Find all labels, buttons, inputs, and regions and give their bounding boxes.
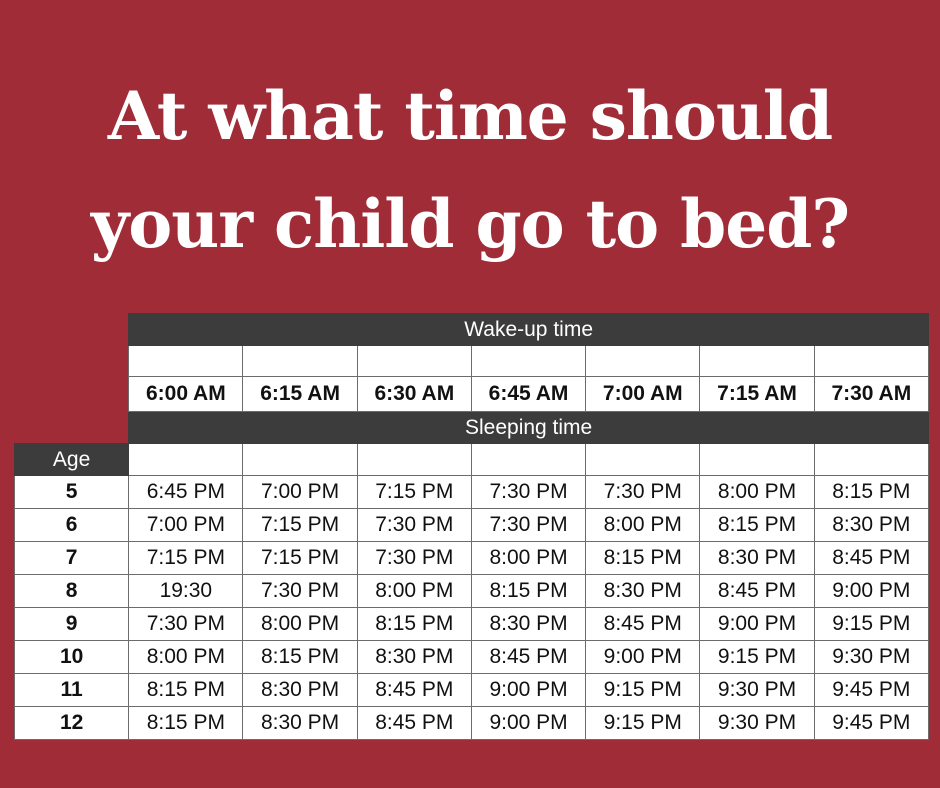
bedtime-cell: 7:30 PM: [357, 542, 471, 575]
age-header-row: [15, 444, 929, 476]
wake-time-cell: 7:00 AM: [586, 377, 700, 412]
bedtime-cell: 7:30 PM: [471, 476, 585, 509]
bedtime-cell: 8:15 PM: [129, 707, 243, 740]
bedtime-cell: 8:15 PM: [129, 674, 243, 707]
age-cell: 12: [15, 707, 129, 740]
spacer-cell: [700, 346, 814, 377]
bedtime-cell: 8:00 PM: [471, 542, 585, 575]
bedtime-cell: 7:30 PM: [357, 509, 471, 542]
bedtime-cell: 8:15 PM: [814, 476, 928, 509]
bedtime-cell: 9:15 PM: [814, 608, 928, 641]
bedtime-cell: 8:00 PM: [700, 476, 814, 509]
corner-blank: [15, 314, 129, 346]
bedtime-cell: 8:45 PM: [357, 707, 471, 740]
table-row: [15, 509, 929, 542]
bedtime-cell: 7:15 PM: [243, 542, 357, 575]
sleep-header-row: [15, 412, 929, 444]
corner-blank: [15, 377, 129, 412]
bedtime-cell: 9:15 PM: [700, 641, 814, 674]
wake-time-cell: 6:45 AM: [471, 377, 585, 412]
bedtime-cell: 7:00 PM: [243, 476, 357, 509]
wake-up-time-header: Wake-up time: [129, 314, 929, 346]
bedtime-cell: 9:00 PM: [700, 608, 814, 641]
bedtime-cell: 9:15 PM: [586, 707, 700, 740]
bedtime-cell: 8:45 PM: [471, 641, 585, 674]
bedtime-cell: 9:45 PM: [814, 707, 928, 740]
spacer-cell: [471, 444, 585, 476]
table-row: [15, 707, 929, 740]
bedtime-cell: 8:00 PM: [243, 608, 357, 641]
bedtime-cell: 8:30 PM: [700, 542, 814, 575]
bedtime-cell: 8:45 PM: [357, 674, 471, 707]
spacer-cell: [243, 444, 357, 476]
bedtime-cell: 8:30 PM: [357, 641, 471, 674]
bedtime-cell: 8:15 PM: [586, 542, 700, 575]
bedtime-cell: 8:00 PM: [357, 575, 471, 608]
bedtime-cell: 8:15 PM: [357, 608, 471, 641]
bedtime-cell: 9:30 PM: [814, 641, 928, 674]
corner-blank: [15, 346, 129, 377]
spacer-cell: [814, 444, 928, 476]
bedtime-cell: 9:00 PM: [471, 707, 585, 740]
age-cell: 11: [15, 674, 129, 707]
bedtime-cell: 9:30 PM: [700, 707, 814, 740]
bedtime-cell: 9:00 PM: [814, 575, 928, 608]
wake-time-cell: 6:00 AM: [129, 377, 243, 412]
bedtime-cell: 7:00 PM: [129, 509, 243, 542]
table-row: [15, 674, 929, 707]
bedtime-cell: 9:45 PM: [814, 674, 928, 707]
bedtime-cell: 8:00 PM: [129, 641, 243, 674]
spacer-cell: [357, 346, 471, 377]
bedtime-cell: 8:15 PM: [471, 575, 585, 608]
bedtime-cell: 9:30 PM: [700, 674, 814, 707]
page-title: [0, 62, 940, 278]
corner-blank: [15, 412, 129, 444]
bedtime-cell: 8:30 PM: [586, 575, 700, 608]
bedtime-cell: 7:30 PM: [243, 575, 357, 608]
wake-time-cell: 7:30 AM: [814, 377, 928, 412]
title-line-1: At what time should: [107, 77, 833, 155]
bedtime-cell: 8:45 PM: [586, 608, 700, 641]
bedtime-cell: 8:30 PM: [814, 509, 928, 542]
spacer-cell: [129, 444, 243, 476]
bedtime-cell: 8:45 PM: [814, 542, 928, 575]
spacer-cell: [129, 346, 243, 377]
bedtime-table: [14, 313, 929, 740]
wake-time-cell: 7:15 AM: [700, 377, 814, 412]
bedtime-cell: 9:00 PM: [586, 641, 700, 674]
table-row: [15, 542, 929, 575]
bedtime-cell: 8:15 PM: [243, 641, 357, 674]
wake-time-cell: 6:15 AM: [243, 377, 357, 412]
spacer-cell: [243, 346, 357, 377]
spacer-cell: [700, 444, 814, 476]
wake-header-row: [15, 314, 929, 346]
spacer-cell: [357, 444, 471, 476]
sleeping-time-header: Sleeping time: [129, 412, 929, 444]
bedtime-cell: 8:30 PM: [471, 608, 585, 641]
spacer-cell: [814, 346, 928, 377]
bedtime-cell: 19:30: [129, 575, 243, 608]
bedtime-cell: 9:15 PM: [586, 674, 700, 707]
wake-spacer-row: [15, 346, 929, 377]
age-header: Age: [15, 444, 129, 476]
bedtime-cell: 8:45 PM: [700, 575, 814, 608]
bedtime-cell: 8:30 PM: [243, 707, 357, 740]
bedtime-cell: 7:15 PM: [357, 476, 471, 509]
bedtime-cell: 9:00 PM: [471, 674, 585, 707]
age-cell: 8: [15, 575, 129, 608]
bedtime-cell: 7:15 PM: [129, 542, 243, 575]
age-cell: 5: [15, 476, 129, 509]
wake-times-row: [15, 377, 929, 412]
bedtime-cell: 7:30 PM: [471, 509, 585, 542]
age-cell: 10: [15, 641, 129, 674]
bedtime-cell: 6:45 PM: [129, 476, 243, 509]
bedtime-cell: 7:30 PM: [129, 608, 243, 641]
table-row: [15, 641, 929, 674]
age-cell: 9: [15, 608, 129, 641]
title-line-2: your child go to bed?: [90, 185, 850, 263]
bedtime-cell: 8:15 PM: [700, 509, 814, 542]
bedtime-cell: 7:15 PM: [243, 509, 357, 542]
spacer-cell: [471, 346, 585, 377]
spacer-cell: [586, 346, 700, 377]
age-cell: 7: [15, 542, 129, 575]
bedtime-cell: 8:30 PM: [243, 674, 357, 707]
wake-time-cell: 6:30 AM: [357, 377, 471, 412]
age-cell: 6: [15, 509, 129, 542]
table-row: [15, 476, 929, 509]
spacer-cell: [586, 444, 700, 476]
bedtime-cell: 7:30 PM: [586, 476, 700, 509]
table-row: [15, 608, 929, 641]
bedtime-cell: 8:00 PM: [586, 509, 700, 542]
table-row: [15, 575, 929, 608]
